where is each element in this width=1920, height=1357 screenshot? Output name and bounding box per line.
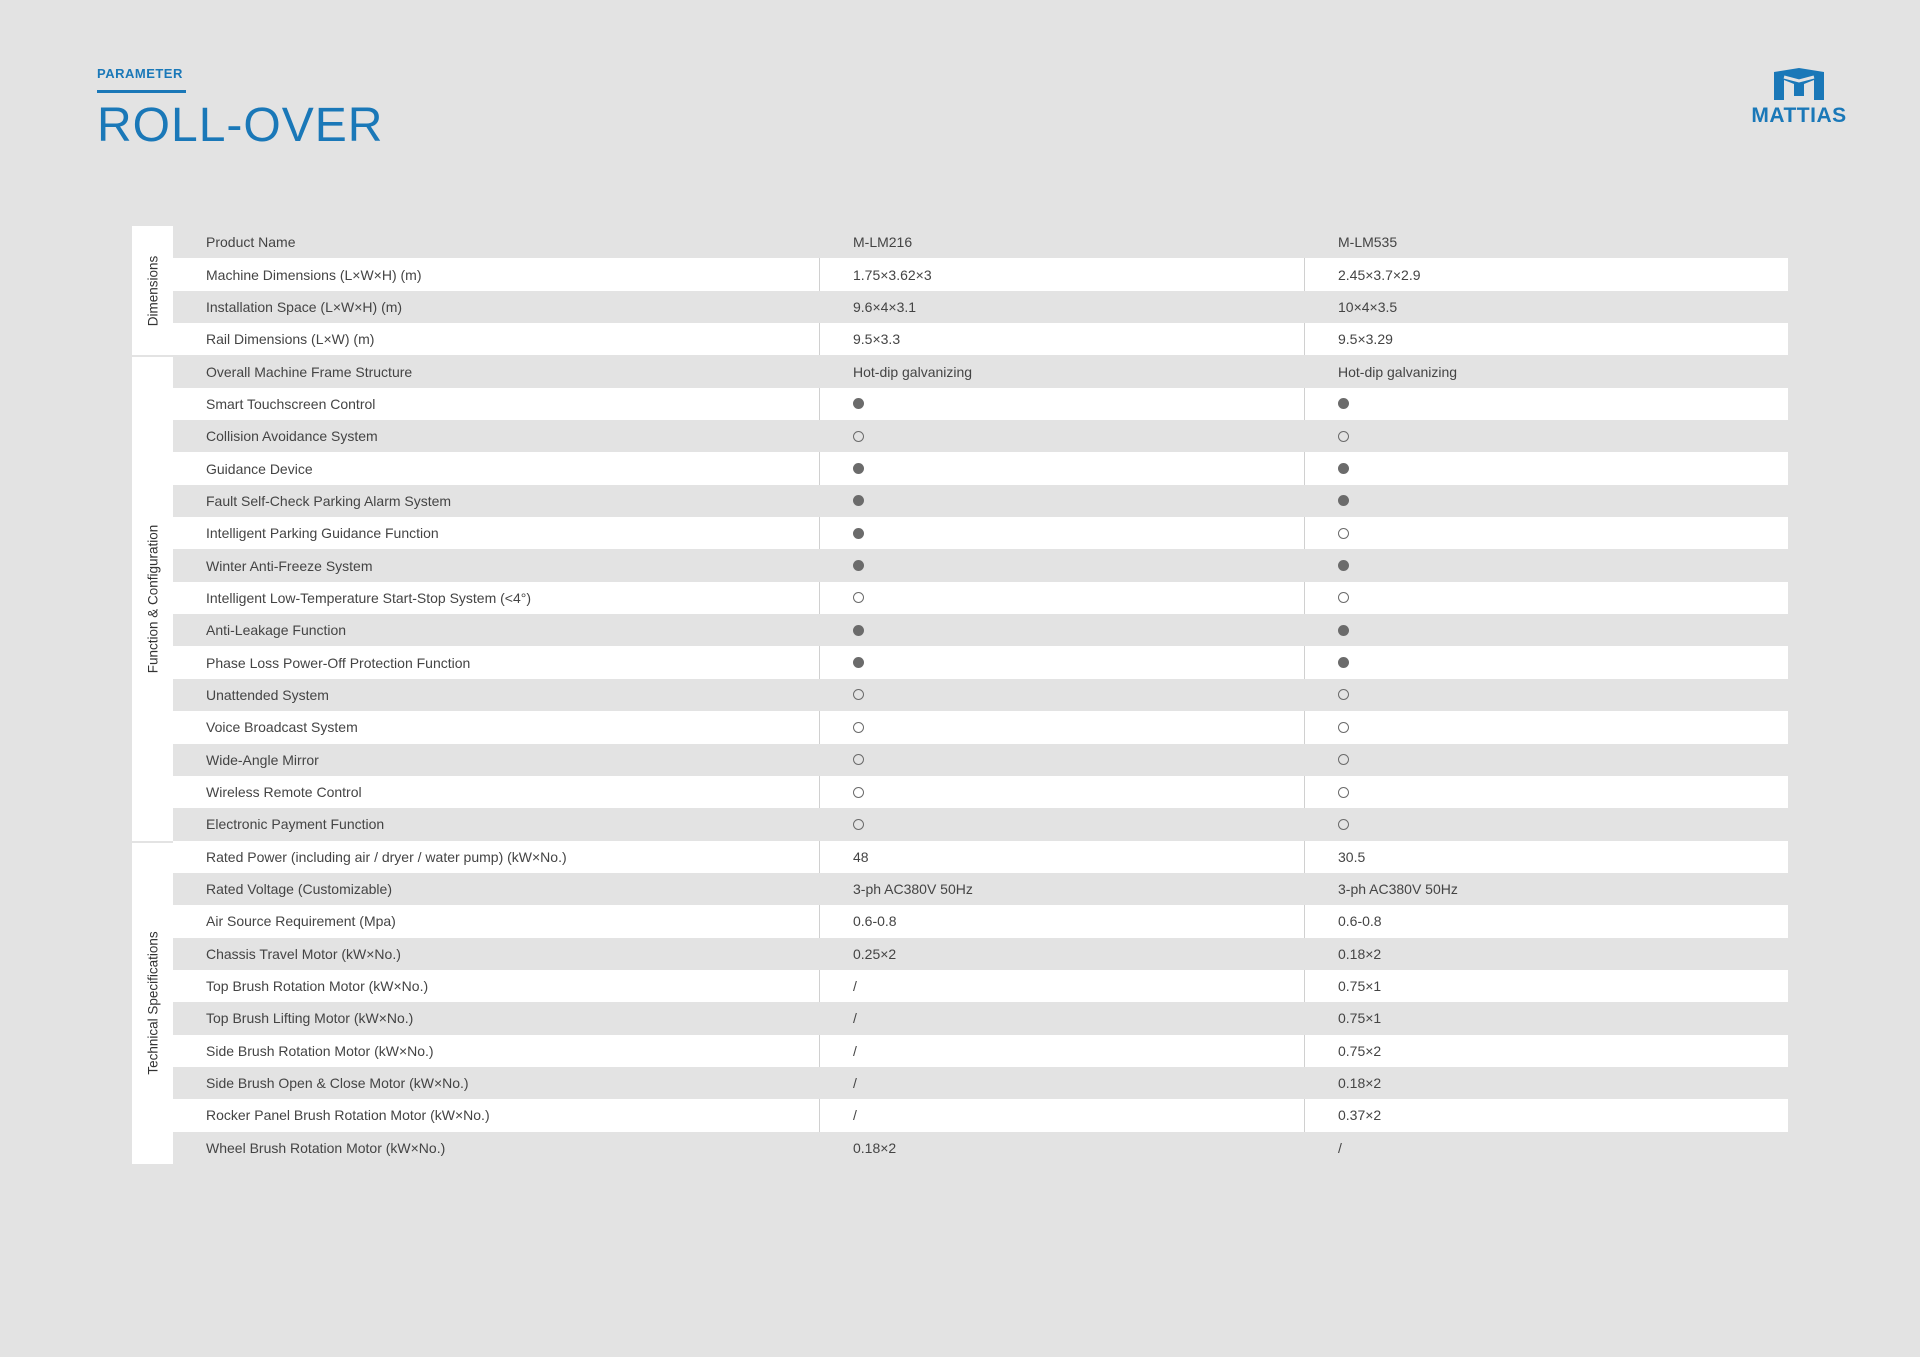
parameter-name: Intelligent Parking Guidance Function: [206, 525, 439, 542]
table-row: [173, 420, 1788, 452]
empty-dot-icon: [1338, 787, 1349, 798]
value-cell-b: 9.5×3.29: [1304, 323, 1788, 355]
table-row: [173, 711, 1788, 743]
table-row: [173, 1067, 1788, 1099]
value-cell-a: 48: [819, 841, 1304, 873]
filled-dot-icon: [853, 495, 864, 506]
value-cell-a: 9.6×4×3.1: [853, 298, 917, 315]
table-row: [173, 452, 1788, 484]
filled-dot-icon: [1338, 398, 1349, 409]
value-cell-a: /: [819, 970, 1304, 1002]
group-1: [132, 355, 1788, 840]
table-row: [173, 776, 1788, 808]
kicker-underline: [97, 90, 186, 93]
table-row: [173, 873, 1788, 905]
feature-cell-a: [819, 679, 1304, 711]
feature-cell-a: [819, 452, 1304, 484]
value-cell-b: 2.45×3.7×2.9: [1304, 258, 1788, 290]
group-0: [132, 226, 1788, 355]
table-row: [173, 646, 1788, 678]
value-cell-b: 0.75×1: [1304, 970, 1788, 1002]
table-row: [173, 744, 1788, 776]
table-row: [173, 323, 1788, 355]
empty-dot-icon: [1338, 689, 1349, 700]
parameter-name: Winter Anti-Freeze System: [206, 557, 373, 574]
empty-dot-icon: [1338, 592, 1349, 603]
feature-cell-a: [819, 776, 1304, 808]
kicker-label: PARAMETER: [97, 66, 183, 81]
feature-cell-b: [1304, 808, 1788, 840]
parameter-name: Product Name: [206, 234, 296, 251]
group-label-text: Dimensions: [145, 255, 160, 326]
filled-dot-icon: [1338, 463, 1349, 474]
value-cell-a: 0.6-0.8: [819, 905, 1304, 937]
table-row: [173, 291, 1788, 323]
value-cell-a: /: [819, 1099, 1304, 1131]
empty-dot-icon: [853, 689, 864, 700]
filled-dot-icon: [1338, 657, 1349, 668]
feature-cell-a: [819, 744, 1304, 776]
parameter-name: Wheel Brush Rotation Motor (kW×No.): [206, 1139, 446, 1156]
feature-cell-a: [819, 646, 1304, 678]
empty-dot-icon: [853, 787, 864, 798]
filled-dot-icon: [853, 625, 864, 636]
parameter-name: Voice Broadcast System: [206, 719, 358, 736]
table-row: [173, 485, 1788, 517]
filled-dot-icon: [1338, 495, 1349, 506]
parameter-name: Anti-Leakage Function: [206, 622, 347, 639]
value-cell-b: 0.18×2: [1338, 945, 1382, 962]
group-rows: [173, 355, 1788, 840]
empty-dot-icon: [1338, 754, 1349, 765]
value-cell-b: 10×4×3.5: [1338, 298, 1398, 315]
parameter-name: Smart Touchscreen Control: [206, 395, 376, 412]
feature-cell-b: [1304, 388, 1788, 420]
parameter-name: Guidance Device: [206, 460, 313, 477]
table-row: [173, 582, 1788, 614]
feature-cell-b: [1304, 679, 1788, 711]
table-row: [173, 517, 1788, 549]
feature-cell-a: [819, 808, 1304, 840]
parameter-name: Top Brush Rotation Motor (kW×No.): [206, 978, 429, 995]
filled-dot-icon: [853, 463, 864, 474]
parameter-name: Fault Self-Check Parking Alarm System: [206, 492, 452, 509]
value-cell-b: 0.75×1: [1338, 1010, 1382, 1027]
parameter-name: Collision Avoidance System: [206, 428, 378, 445]
parameter-name: Chassis Travel Motor (kW×No.): [206, 945, 401, 962]
parameter-name: Machine Dimensions (L×W×H) (m): [206, 266, 422, 283]
table-row: [173, 388, 1788, 420]
logo-text: MATTIAS: [1751, 104, 1847, 127]
value-cell-b: 0.75×2: [1304, 1035, 1788, 1067]
value-cell-b: 0.37×2: [1304, 1099, 1788, 1131]
feature-cell-a: [819, 582, 1304, 614]
feature-cell-b: [1304, 614, 1788, 646]
feature-cell-b: [1304, 517, 1788, 549]
value-cell-a: /: [853, 1010, 857, 1027]
parameter-name: Rated Power (including air / dryer / water pump) (kW×No.): [206, 848, 567, 865]
feature-cell-b: [1304, 549, 1788, 581]
brand-logo: [1740, 62, 1858, 132]
parameter-name: Electronic Payment Function: [206, 816, 385, 833]
feature-cell-b: [1304, 711, 1788, 743]
empty-dot-icon: [1338, 819, 1349, 830]
feature-cell-a: [819, 388, 1304, 420]
feature-cell-b: [1304, 420, 1788, 452]
filled-dot-icon: [853, 657, 864, 668]
parameter-name: Wide-Angle Mirror: [206, 751, 319, 768]
feature-cell-b: [1304, 485, 1788, 517]
value-cell-a: 0.25×2: [853, 945, 897, 962]
feature-cell-b: [1304, 646, 1788, 678]
table-row: [173, 905, 1788, 937]
table-row: [173, 355, 1788, 387]
feature-cell-a: [819, 517, 1304, 549]
table-row: [173, 1035, 1788, 1067]
feature-cell-b: [1304, 582, 1788, 614]
parameter-name: Unattended System: [206, 686, 329, 703]
feature-cell-b: [1304, 744, 1788, 776]
feature-cell-a: [819, 485, 1304, 517]
value-cell-a: /: [853, 1075, 857, 1092]
value-cell-b: 3-ph AC380V 50Hz: [1338, 881, 1458, 898]
feature-cell-b: [1304, 776, 1788, 808]
group-label-text: Function & Configuration: [145, 524, 160, 674]
value-cell-a: 3-ph AC380V 50Hz: [853, 881, 973, 898]
value-cell-a: 0.18×2: [853, 1139, 897, 1156]
parameter-name: Side Brush Open & Close Motor (kW×No.): [206, 1075, 469, 1092]
feature-cell-a: [819, 420, 1304, 452]
parameter-name: Installation Space (L×W×H) (m): [206, 298, 403, 315]
empty-dot-icon: [1338, 528, 1349, 539]
value-cell-a: Hot-dip galvanizing: [853, 363, 973, 380]
value-cell-b: 0.6-0.8: [1304, 905, 1788, 937]
value-cell-b: 0.18×2: [1338, 1075, 1382, 1092]
filled-dot-icon: [853, 398, 864, 409]
parameter-name: Rail Dimensions (L×W) (m): [206, 331, 375, 348]
table-row: [173, 614, 1788, 646]
parameter-name: Wireless Remote Control: [206, 784, 362, 801]
parameter-name: Overall Machine Frame Structure: [206, 363, 413, 380]
parameter-name: Phase Loss Power-Off Protection Function: [206, 654, 471, 671]
group-rows: [173, 841, 1788, 1164]
parameter-name: Rocker Panel Brush Rotation Motor (kW×No.): [206, 1107, 490, 1124]
group-rows: [173, 226, 1788, 355]
empty-dot-icon: [853, 431, 864, 442]
table-row: [173, 679, 1788, 711]
table-row: [173, 258, 1788, 290]
table-row: [173, 938, 1788, 970]
empty-dot-icon: [853, 819, 864, 830]
parameter-name: Air Source Requirement (Mpa): [206, 913, 396, 930]
parameter-name: Rated Voltage (Customizable): [206, 881, 392, 898]
value-cell-b: 30.5: [1304, 841, 1788, 873]
group-2: [132, 841, 1788, 1164]
value-cell-a: M-LM216: [853, 234, 913, 251]
group-label: [132, 226, 173, 355]
parameter-name: Intelligent Low-Temperature Start-Stop System (<4°): [206, 589, 532, 606]
value-cell-a: /: [819, 1035, 1304, 1067]
table-row: [173, 1002, 1788, 1034]
empty-dot-icon: [1338, 431, 1349, 442]
filled-dot-icon: [1338, 625, 1349, 636]
table-row: [173, 549, 1788, 581]
value-cell-b: /: [1338, 1139, 1342, 1156]
empty-dot-icon: [853, 754, 864, 765]
feature-cell-a: [819, 711, 1304, 743]
table-row: [173, 970, 1788, 1002]
empty-dot-icon: [1338, 722, 1349, 733]
spec-table: [132, 226, 1788, 1164]
table-row: [173, 808, 1788, 840]
parameter-name: Top Brush Lifting Motor (kW×No.): [206, 1010, 414, 1027]
table-row: [173, 226, 1788, 258]
value-cell-b: M-LM535: [1338, 234, 1398, 251]
empty-dot-icon: [853, 722, 864, 733]
mattias-logo-icon: [1772, 66, 1826, 102]
value-cell-b: Hot-dip galvanizing: [1338, 363, 1458, 380]
table-row: [173, 841, 1788, 873]
value-cell-a: 9.5×3.3: [819, 323, 1304, 355]
group-label-text: Technical Specifications: [145, 931, 160, 1075]
table-row: [173, 1132, 1788, 1164]
feature-cell-a: [819, 614, 1304, 646]
value-cell-a: 1.75×3.62×3: [819, 258, 1304, 290]
page-title: ROLL-OVER: [97, 99, 384, 152]
filled-dot-icon: [853, 560, 864, 571]
group-label: [132, 355, 173, 840]
feature-cell-b: [1304, 452, 1788, 484]
parameter-name: Side Brush Rotation Motor (kW×No.): [206, 1042, 434, 1059]
empty-dot-icon: [853, 592, 864, 603]
group-label: [132, 841, 173, 1164]
table-row: [173, 1099, 1788, 1131]
feature-cell-a: [819, 549, 1304, 581]
filled-dot-icon: [853, 528, 864, 539]
filled-dot-icon: [1338, 560, 1349, 571]
